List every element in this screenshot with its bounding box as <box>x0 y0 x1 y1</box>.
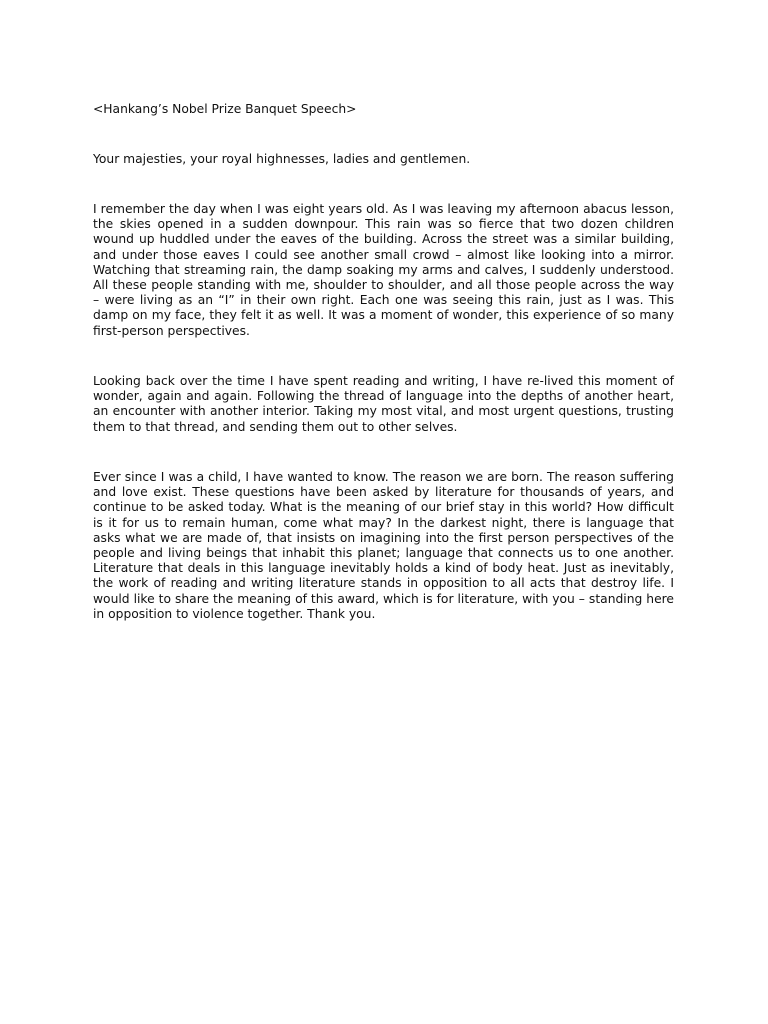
speech-greeting: Your majesties, your royal highnesses, ladies and gentlemen. <box>93 152 471 166</box>
speech-paragraph-2: Looking back over the time I have spent reading and writing, I have re-lived this moment of wonder, again and again. Following the thread of language into the depths of another heart, an encounter with another interior. Taking my most vital, and most urgent questions, trusting them to that thread, and sending them out to other selves. <box>93 374 674 434</box>
speech-paragraph-1: I remember the day when I was eight years old. As I was leaving my afternoon abacus lesson, the skies opened in a sudden downpour. This rain was so fierce that two dozen children wound up huddled under the eaves of the building. Across the street was a similar building, and under those eaves I could see another small crowd – almost like looking into a mirror. Watching that streaming rain, the damp soaking my arms and calves, I suddenly understood. All these people standing with me, shoulder to shoulder, and all those people across the way – were living as an “I” in their own right. Each one was seeing this rain, just as I was. This damp on my face, they felt it as well. It was a moment of wonder, this experience of so many first-person perspectives. <box>93 202 674 338</box>
speech-paragraph-3: Ever since I was a child, I have wanted to know. The reason we are born. The reason suffering and love exist. These questions have been asked by literature for thousands of years, and continue to be asked today. What is the meaning of our brief stay in this world? How difficult is it for us to remain human, come what may? In the darkest night, there is language that asks what we are made of, that insists on imagining into the first person perspectives of the people and living beings that inhabit this planet; language that connects us to one another. Literature that deals in this language inevitably holds a kind of body heat. Just as inevitably, the work of reading and writing literature stands in opposition to all acts that destroy life. I would like to share the meaning of this award, which is for literature, with you – standing here in opposition to violence together. Thank you. <box>93 470 674 621</box>
document-title: <Hankang’s Nobel Prize Banquet Speech> <box>93 102 357 116</box>
